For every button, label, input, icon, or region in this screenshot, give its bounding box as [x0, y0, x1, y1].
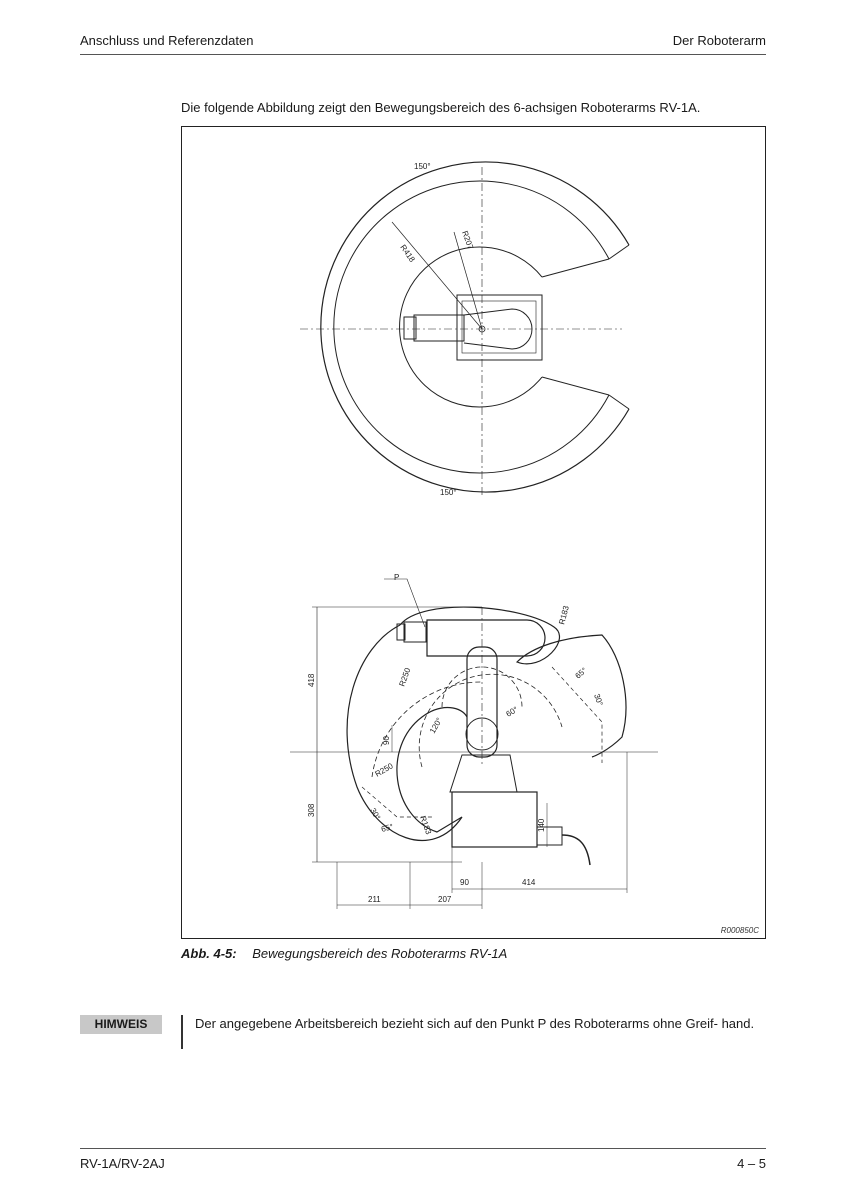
label-dim-90-vertical: 90: [382, 736, 391, 745]
label-dim-207: 207: [438, 895, 452, 904]
page-footer: [80, 1148, 766, 1176]
label-dim-418: 418: [307, 673, 316, 687]
label-r183-lower: R183: [418, 814, 434, 836]
label-angle-65-right: 65°: [573, 665, 589, 681]
header-section-title: Der Roboterarm: [672, 33, 766, 48]
label-angle-top: 150°: [414, 162, 431, 171]
intro-paragraph: Die folgende Abbildung zeigt den Bewegungsbereich des 6-achsigen Roboterarms RV-1A.: [181, 100, 701, 115]
header-chapter-title: Anschluss und Referenzdaten: [80, 33, 254, 48]
note-divider: [181, 1015, 183, 1049]
side-view-drawing: [290, 579, 658, 909]
label-angle-bottom: 150°: [440, 488, 457, 497]
page-header: [80, 33, 766, 55]
label-dim-90-horizontal: 90: [460, 878, 469, 887]
label-angle-120: 120°: [427, 716, 445, 735]
note-badge: HIMWEIS: [80, 1015, 162, 1034]
footer-model: RV-1A/RV-2AJ: [80, 1156, 165, 1171]
label-point-p: P: [394, 573, 400, 582]
label-angle-60: 60°: [504, 704, 520, 719]
label-angle-30-left: 30°: [368, 806, 383, 822]
side-view-labels: [307, 573, 605, 904]
label-r183-top: R183: [557, 604, 571, 626]
label-angle-30-right: 30°: [592, 692, 605, 708]
figure-caption: [181, 946, 507, 961]
page-number: 4 – 5: [737, 1156, 766, 1171]
top-view-drawing: [300, 162, 629, 495]
label-r418-top: R418: [398, 242, 417, 264]
label-dim-414: 414: [522, 878, 536, 887]
label-r250-upper: R250: [397, 666, 413, 688]
label-r250-lower: R250: [373, 761, 395, 779]
working-range-drawing: [182, 127, 767, 940]
label-dim-140: 140: [537, 818, 546, 832]
label-dim-211: 211: [368, 895, 381, 904]
caption-label: Abb. 4-5:: [181, 946, 237, 961]
caption-text: Bewegungsbereich des Roboterarms RV-1A: [252, 946, 508, 961]
figure-reference-code: R000850C: [720, 926, 759, 935]
label-r207: R207: [460, 229, 476, 251]
note-text: Der angegebene Arbeitsbereich bezieht sich auf den Punkt P des Roboterarms ohne Greif- hand.: [195, 1016, 755, 1031]
label-dim-308: 308: [307, 803, 316, 817]
figure-working-range: [181, 126, 766, 939]
label-angle-65-left: 65°: [380, 822, 395, 834]
